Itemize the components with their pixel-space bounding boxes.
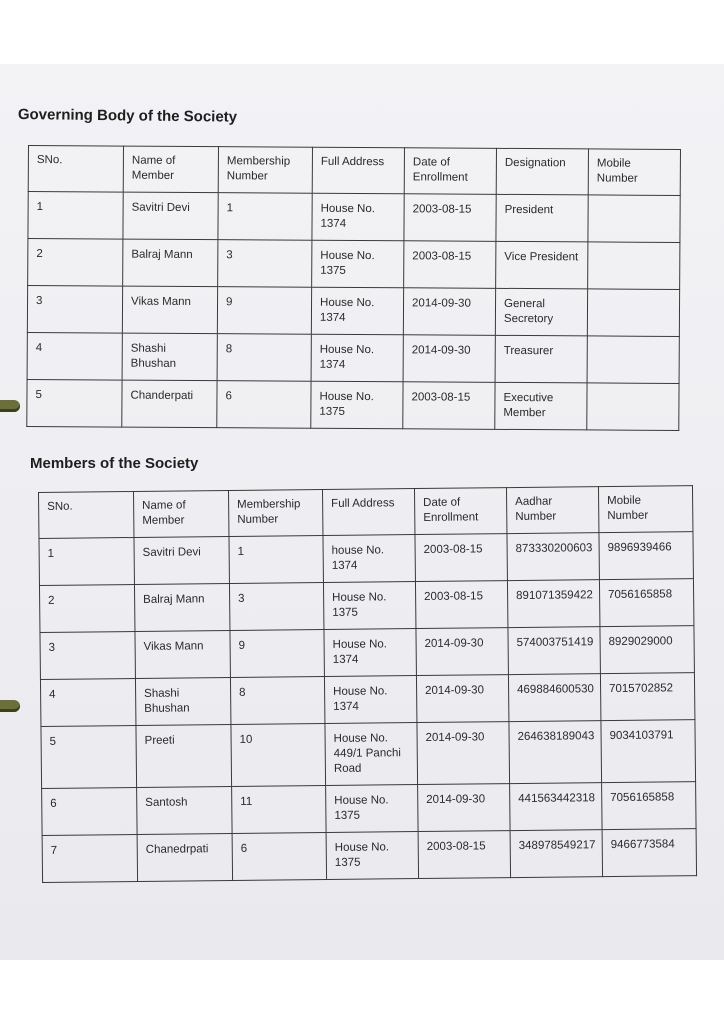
- sno-cell: 3: [40, 631, 135, 679]
- address-cell: House No. 1375: [311, 381, 403, 429]
- name-cell: Vikas Mann: [122, 286, 217, 334]
- table-row: [41, 720, 696, 789]
- aadhar-cell: 469884600530: [508, 674, 600, 722]
- mobile-cell: [588, 195, 680, 243]
- sno-cell: 5: [27, 379, 122, 427]
- mobile-cell: 9034103791: [601, 720, 696, 783]
- address-cell: House No. 1374: [311, 334, 403, 382]
- table-row: [42, 829, 696, 883]
- members-title: Members of the Society: [30, 455, 199, 472]
- designation-cell: President: [496, 194, 588, 242]
- address-cell: House No. 1374: [324, 676, 416, 724]
- designation-cell: Vice President: [496, 241, 588, 289]
- table-row: [28, 192, 680, 243]
- designation-cell: Executive Member: [495, 382, 587, 430]
- table-row: [39, 532, 693, 586]
- table-row: [39, 579, 693, 633]
- name-cell: Preeti: [136, 724, 232, 787]
- name-cell: Santosh: [137, 786, 232, 834]
- date-cell: 2014-09-30: [417, 722, 510, 785]
- address-cell: House No. 449/1 Panchi Road: [325, 723, 418, 786]
- table-row: [27, 379, 679, 430]
- mobile-cell: 7015702852: [600, 673, 694, 721]
- membership-cell: 1: [229, 536, 323, 584]
- binder-ring: [0, 400, 20, 412]
- date-cell: 2014-09-30: [418, 784, 510, 832]
- mobile-cell: 8929029000: [600, 626, 694, 674]
- header-cell: Aadhar Number: [506, 487, 598, 534]
- governing-body-title: Governing Body of the Society: [17, 106, 238, 126]
- mobile-cell: 9896939466: [599, 532, 693, 580]
- address-cell: House No. 1375: [312, 240, 404, 288]
- membership-cell: 3: [229, 583, 323, 631]
- date-cell: 2003-08-15: [404, 241, 496, 289]
- membership-cell: 10: [231, 724, 326, 787]
- designation-cell: Treasurer: [495, 335, 587, 383]
- table-header-row: [28, 146, 680, 196]
- sno-cell: 4: [27, 332, 122, 380]
- aadhar-cell: 873330200603: [507, 533, 599, 581]
- members-table: [38, 485, 697, 883]
- header-cell: Full Address: [312, 147, 404, 194]
- aadhar-cell: 574003751419: [508, 627, 600, 675]
- name-cell: Vikas Mann: [135, 630, 230, 678]
- mobile-cell: [588, 242, 680, 290]
- date-cell: 2014-09-30: [403, 335, 495, 383]
- table-row: [27, 286, 679, 337]
- mobile-cell: 7056165858: [602, 782, 696, 830]
- header-cell: Membership Number: [218, 147, 312, 194]
- sno-cell: 3: [27, 286, 122, 334]
- aadhar-cell: 891071359422: [507, 580, 599, 628]
- table-row: [40, 673, 694, 727]
- date-cell: 2014-09-30: [416, 675, 508, 723]
- aadhar-cell: 441563442318: [510, 783, 602, 831]
- sno-cell: 5: [41, 725, 137, 788]
- date-cell: 2014-09-30: [416, 628, 508, 676]
- membership-cell: 8: [217, 334, 311, 382]
- membership-cell: 11: [232, 786, 326, 834]
- address-cell: House No. 1375: [326, 832, 418, 880]
- header-cell: Date of Enrollment: [404, 148, 496, 195]
- date-cell: 2014-09-30: [403, 288, 495, 336]
- mobile-cell: [587, 383, 679, 431]
- table-row: [42, 782, 696, 836]
- address-cell: House No. 1375: [326, 785, 418, 833]
- sno-cell: 1: [28, 192, 123, 240]
- name-cell: Balraj Mann: [134, 584, 229, 632]
- header-cell: SNo.: [28, 146, 123, 193]
- membership-cell: 1: [218, 193, 312, 241]
- address-cell: House No. 1374: [311, 287, 403, 335]
- membership-cell: 3: [218, 240, 312, 288]
- address-cell: House No. 1374: [324, 629, 416, 677]
- header-cell: SNo.: [39, 491, 134, 538]
- header-cell: Designation: [496, 148, 588, 195]
- name-cell: Chanedrpati: [137, 833, 232, 881]
- table-row: [40, 626, 694, 680]
- date-cell: 2003-08-15: [415, 581, 507, 629]
- membership-cell: 6: [232, 833, 326, 881]
- mobile-cell: 7056165858: [599, 579, 693, 627]
- membership-cell: 9: [217, 287, 311, 335]
- name-cell: Shashi Bhushan: [122, 333, 217, 381]
- name-cell: Shashi Bhushan: [135, 677, 230, 725]
- sno-cell: 4: [40, 678, 135, 726]
- address-cell: House No. 1374: [312, 193, 404, 241]
- mobile-cell: 9466773584: [602, 829, 696, 877]
- address-cell: House No. 1375: [323, 582, 415, 630]
- governing-body-table: [26, 145, 681, 431]
- mobile-cell: [587, 289, 679, 337]
- membership-cell: 8: [230, 677, 324, 725]
- sno-cell: 7: [42, 834, 137, 882]
- name-cell: Savitri Devi: [123, 192, 218, 240]
- sno-cell: 2: [39, 584, 134, 632]
- header-cell: Date of Enrollment: [414, 488, 506, 535]
- date-cell: 2003-08-15: [418, 831, 510, 879]
- header-cell: Name of Member: [134, 491, 229, 538]
- name-cell: Savitri Devi: [134, 537, 229, 585]
- designation-cell: General Secretory: [495, 288, 587, 336]
- header-cell: Mobile Number: [598, 486, 692, 533]
- membership-cell: 6: [217, 381, 311, 429]
- membership-cell: 9: [230, 630, 324, 678]
- aadhar-cell: 348978549217: [510, 830, 602, 878]
- mobile-cell: [587, 336, 679, 384]
- sno-cell: 6: [42, 787, 137, 835]
- sno-cell: 2: [28, 239, 123, 287]
- binder-ring: [0, 700, 20, 712]
- table-row: [28, 239, 680, 290]
- header-cell: Mobile Number: [588, 149, 680, 196]
- name-cell: Chanderpati: [122, 380, 217, 428]
- header-cell: Full Address: [322, 489, 414, 536]
- name-cell: Balraj Mann: [123, 239, 218, 287]
- table-header-row: [39, 486, 693, 539]
- date-cell: 2003-08-15: [404, 194, 496, 242]
- header-cell: Membership Number: [228, 490, 322, 537]
- address-cell: house No. 1374: [323, 535, 415, 583]
- header-cell: Name of Member: [123, 146, 218, 193]
- sno-cell: 1: [39, 537, 134, 585]
- table-row: [27, 332, 679, 383]
- date-cell: 2003-08-15: [403, 382, 495, 430]
- date-cell: 2003-08-15: [415, 534, 507, 582]
- aadhar-cell: 264638189043: [509, 721, 602, 784]
